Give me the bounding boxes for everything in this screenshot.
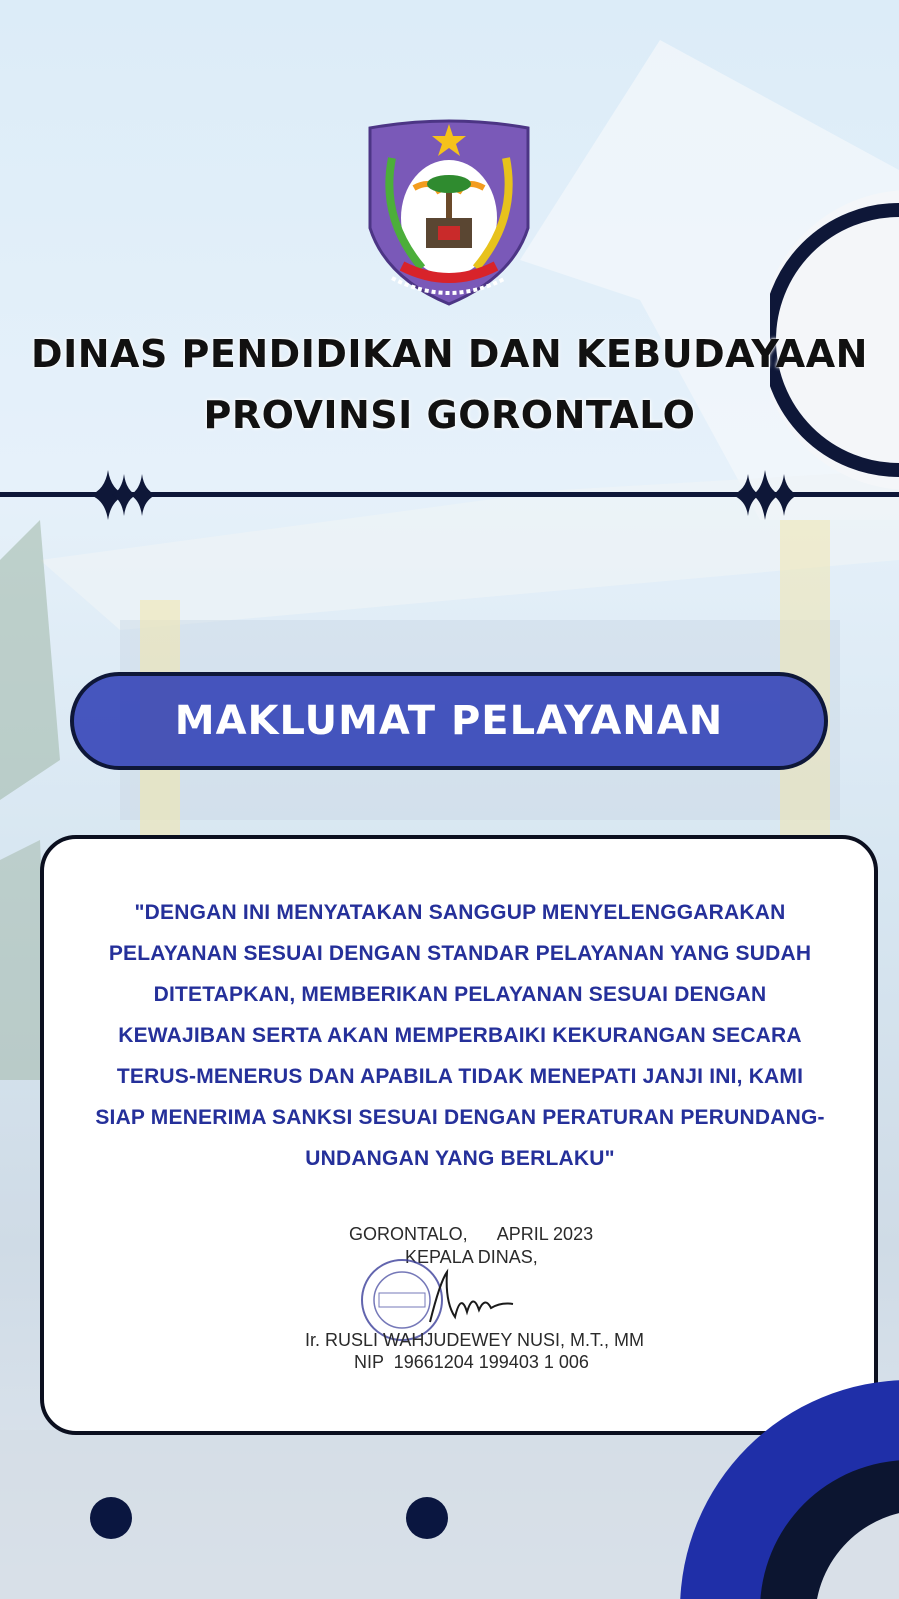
official-position: KEPALA DINAS, [405,1247,538,1267]
official-nip: NIP 19661204 199403 1 006 [354,1352,589,1372]
ornamental-divider [0,470,899,530]
agency-title: DINAS PENDIDIKAN DAN KEBUDAYAAN [31,332,868,376]
service-declaration-text: "DENGAN INI MENYATAKAN SANGGUP MENYELENGGARAKAN PELAYANAN SESUAI DENGAN STANDAR PELAYANAN YANG SUDAH DITETAPKAN, MEMBERIKAN PELAYANAN SESUAI DENGAN KEWAJIBAN SERTA AKAN MEMPERBAIKI KEKURANGAN SECARA TERUS-MENERUS DAN APABILA TIDAK MENEPATI JANJI INI, KAMI SIAP MENERIMA SANKSI SESUAI DENGAN PERATURAN PERUNDANG-UNDANGAN YANG BERLAKU" [95,901,825,1170]
official-name: Ir. RUSLI WAHJUDEWEY NUSI, M.T., MM [305,1330,645,1350]
handwritten-signature [425,1262,515,1332]
provincial-emblem-logo [362,118,536,308]
divider-ornament-left [90,470,156,520]
service-announcement-banner [70,672,828,770]
divider-ornament-right [732,470,798,520]
decorative-dot [90,1497,132,1539]
decorative-corner-arc [680,1370,899,1599]
decorative-dot [406,1497,448,1539]
place-date: GORONTALO, APRIL 2023 [349,1224,594,1244]
province-title: PROVINSI GORONTALO [203,393,696,437]
banner-title: MAKLUMAT PELAYANAN [174,698,724,744]
